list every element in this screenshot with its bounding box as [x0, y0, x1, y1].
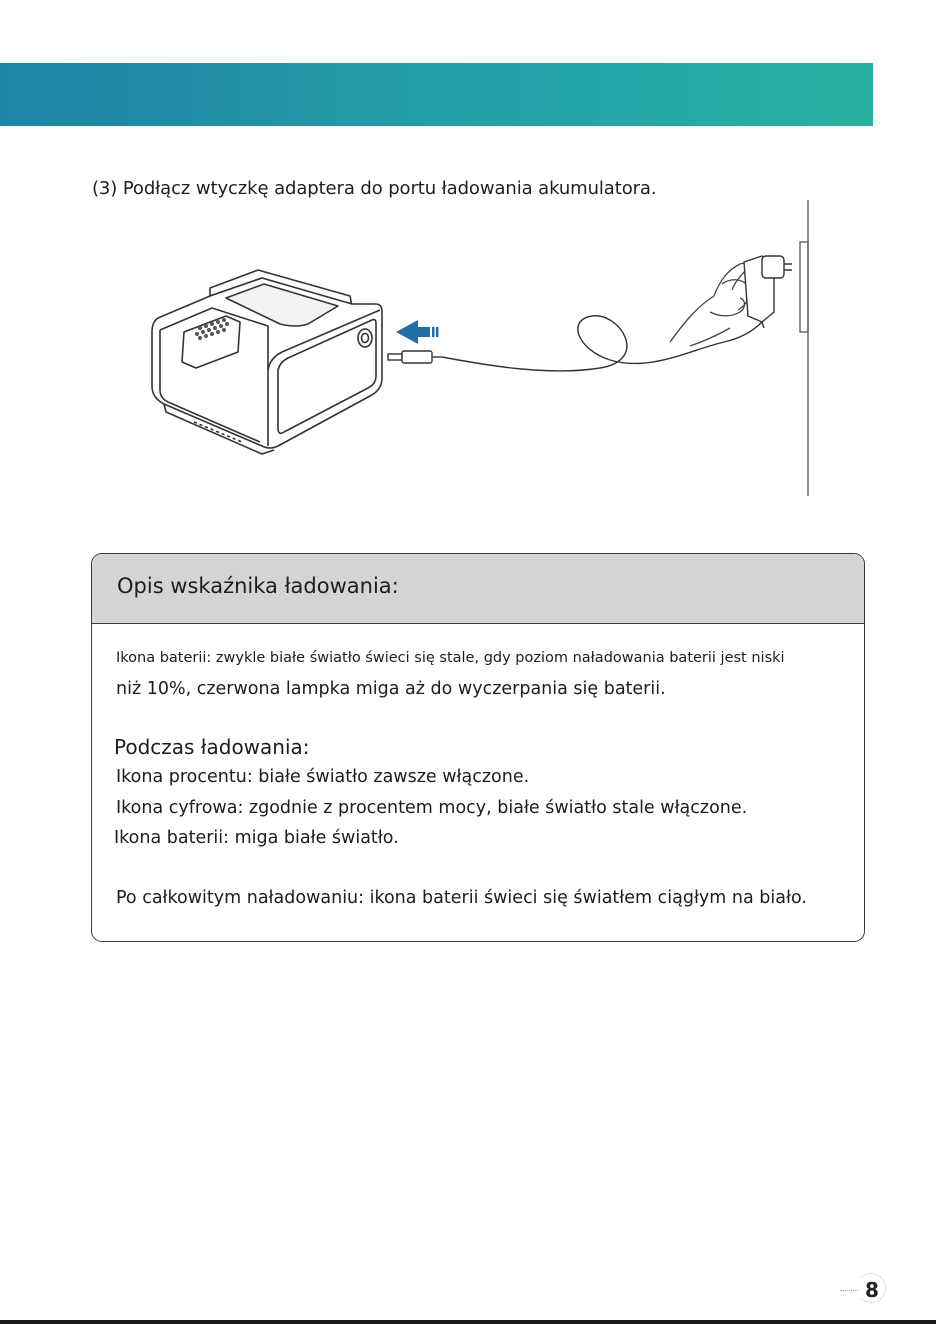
- charging-illustration: [130, 200, 830, 500]
- wall-icon: [800, 200, 808, 496]
- page-number: 8: [865, 1278, 879, 1302]
- wall-adapter-icon: [744, 256, 792, 328]
- panel-title: Opis wskaźnika ładowania:: [117, 574, 399, 598]
- bottom-rule: [0, 1320, 936, 1324]
- digital-icon-line: Ikona cyfrowa: zgodnie z procentem mocy, białe światło stale włączone.: [116, 798, 748, 818]
- printer-icon: [152, 270, 382, 454]
- header-band: [0, 63, 873, 126]
- step-instruction: (3) Podłącz wtyczkę adaptera do portu ładowania akumulatora.: [92, 178, 657, 199]
- charging-indicator-panel: [91, 553, 865, 942]
- fully-charged-line: Po całkowitym naładowaniu: ikona baterii świeci się światłem ciągłym na biało.: [116, 888, 807, 908]
- arrow-left-icon: [396, 320, 439, 344]
- battery-icon-line: Ikona baterii: miga białe światło.: [114, 828, 399, 848]
- charging-plug-icon: [388, 316, 762, 371]
- battery-low-line-1: Ikona baterii: zwykle białe światło świeci się stale, gdy poziom naładowania baterii jest niski: [116, 650, 785, 666]
- hand-icon: [670, 263, 750, 346]
- battery-low-line-2: niż 10%, czerwona lampka miga aż do wyczerpania się baterii.: [116, 679, 666, 699]
- percent-icon-line: Ikona procentu: białe światło zawsze włączone.: [116, 767, 530, 787]
- during-charging-heading: Podczas ładowania:: [114, 735, 310, 759]
